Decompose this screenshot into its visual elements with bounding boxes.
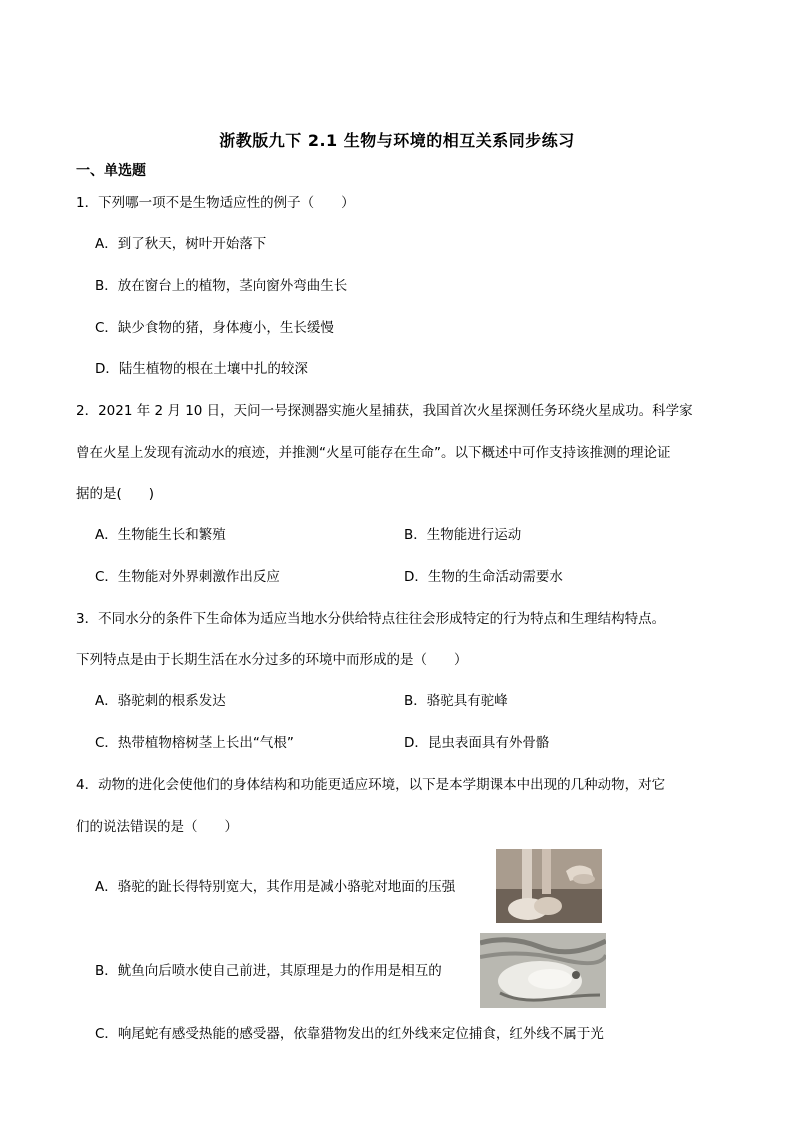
question-1-option-a: A．到了秋天，树叶开始落下	[95, 236, 267, 252]
question-3-option-a: A．骆驼刺的根系发达	[95, 693, 226, 709]
question-3-stem-line-1: 3．不同水分的条件下生命体为适应当地水分供给特点往往会形成特定的行为特点和生理结构特点。	[76, 611, 666, 627]
question-2-stem-line-1: 2．2021 年 2 月 10 日，天问一号探测器实施火星捕获，我国首次火星探测任务环绕火星成功。科学家	[76, 403, 693, 419]
squid-illustration	[480, 933, 606, 1008]
question-4-option-b: B．鱿鱼向后喷水使自己前进，其原理是力的作用是相互的	[95, 963, 442, 979]
question-3-stem-line-2: 下列特点是由于长期生活在水分过多的环境中而形成的是（ ）	[76, 652, 468, 668]
question-2-stem-line-2: 曾在火星上发现有流动水的痕迹，并推测“火星可能存在生命”。以下概述中可作支持该推测的理论证	[76, 445, 671, 461]
question-2-option-b: B．生物能进行运动	[404, 527, 522, 543]
camel-feet-illustration	[496, 849, 602, 923]
question-4-option-a: A．骆驼的趾长得特别宽大，其作用是减小骆驼对地面的压强	[95, 879, 456, 895]
squid-photo	[480, 933, 606, 1008]
section-heading: 一、单选题	[76, 163, 146, 179]
document-title: 浙教版九下 2.1 生物与环境的相互关系同步练习	[219, 131, 575, 150]
question-4-stem-line-1: 4．动物的进化会使他们的身体结构和功能更适应环境，以下是本学期课本中出现的几种动物，对它	[76, 777, 666, 793]
question-2-stem-line-3: 据的是( )	[76, 486, 155, 502]
question-1-option-c: C．缺少食物的猪，身体瘦小，生长缓慢	[95, 320, 334, 336]
question-1-option-d: D．陆生植物的根在土壤中扎的较深	[95, 361, 308, 377]
question-2-option-c: C．生物能对外界刺激作出反应	[95, 569, 280, 585]
question-1-option-b: B．放在窗台上的植物，茎向窗外弯曲生长	[95, 278, 348, 294]
question-2-option-d: D．生物的生命活动需要水	[404, 569, 563, 585]
question-3-option-c: C．热带植物榕树茎上长出“气根”	[95, 735, 294, 751]
question-4-stem-line-2: 们的说法错误的是（ ）	[76, 819, 238, 835]
question-2-option-a: A．生物能生长和繁殖	[95, 527, 226, 543]
question-4-option-c: C．响尾蛇有感受热能的感受器，依靠猎物发出的红外线来定位捕食，红外线不属于光	[95, 1026, 604, 1042]
camel-feet-photo	[496, 849, 602, 923]
question-3-option-d: D．昆虫表面具有外骨骼	[404, 735, 550, 751]
question-1-stem: 1．下列哪一项不是生物适应性的例子（ ）	[76, 195, 355, 211]
question-3-option-b: B．骆驼具有驼峰	[404, 693, 508, 709]
